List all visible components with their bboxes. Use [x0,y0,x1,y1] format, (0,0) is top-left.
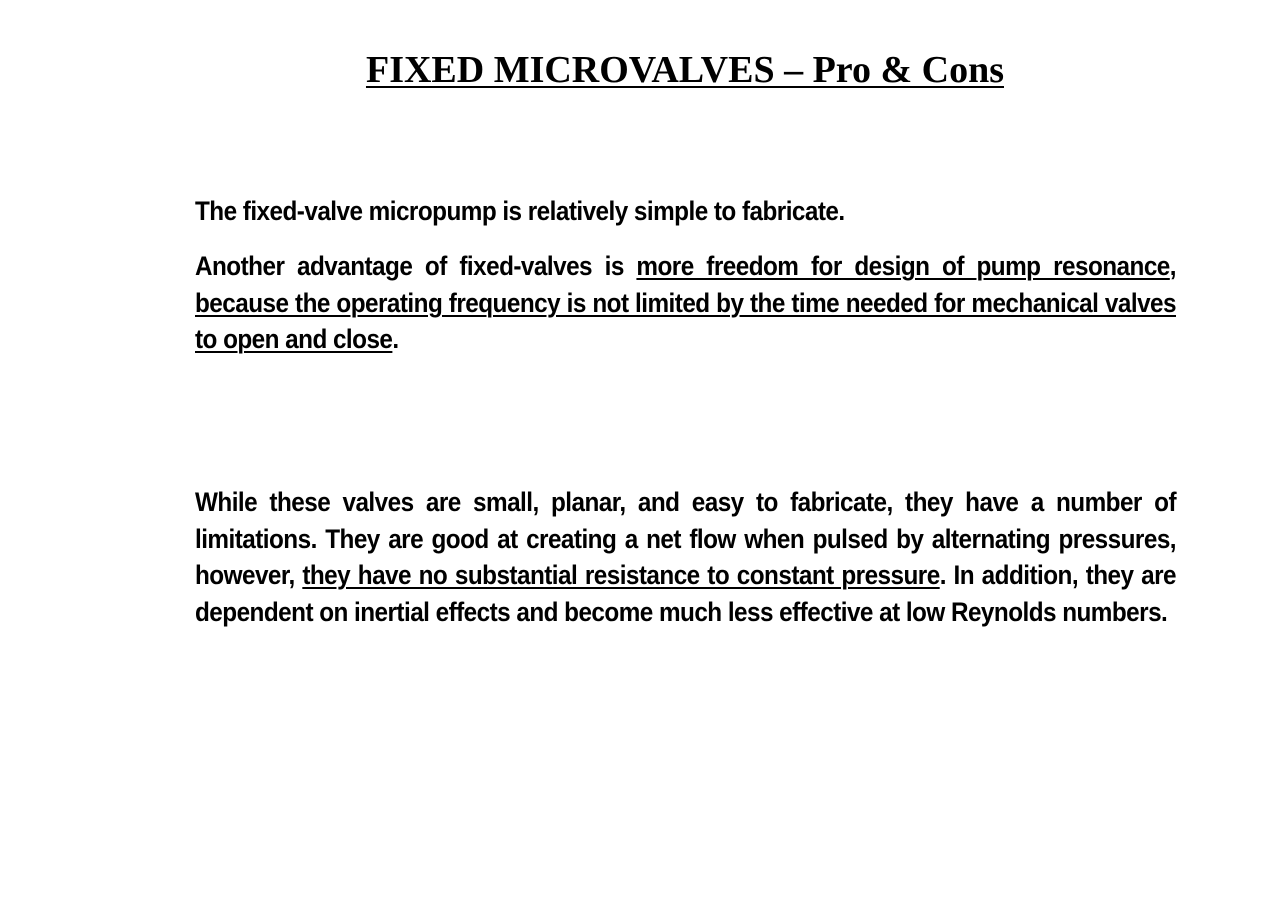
paragraph-simple-fabrication [195,193,1176,230]
paragraph-design-freedom [195,248,1176,358]
slide-title [0,46,1280,94]
p2-underlined-2: because the operating frequency is not limited by the time needed for mechanical valves to open and close [195,287,1176,354]
p2-middle: , [1169,251,1176,281]
p2-tail: . [392,324,399,354]
p2-lead: Another advantage of fixed-valves is [195,251,637,281]
p1-text: The fixed-valve micropump is relatively simple to fabricate. [195,196,845,226]
slide-title-text: FIXED MICROVALVES – Pro & Cons [365,49,1004,91]
p3-lead: While these valves are small, planar, and easy to fabricate, they have a number of limitations. They are good at creating a net flow when pulsed by alternating pressures, however, [195,487,1176,590]
p3-underlined: they have no substantial resistance to constant pressure [302,560,940,590]
p2-underlined: more freedom for design of pump resonance [636,251,1170,281]
paragraph-limitations [195,484,1176,630]
p3-tail: . In addition, they are dependent on inertial effects and become much less effective at low Reynolds numbers. [195,560,1176,627]
